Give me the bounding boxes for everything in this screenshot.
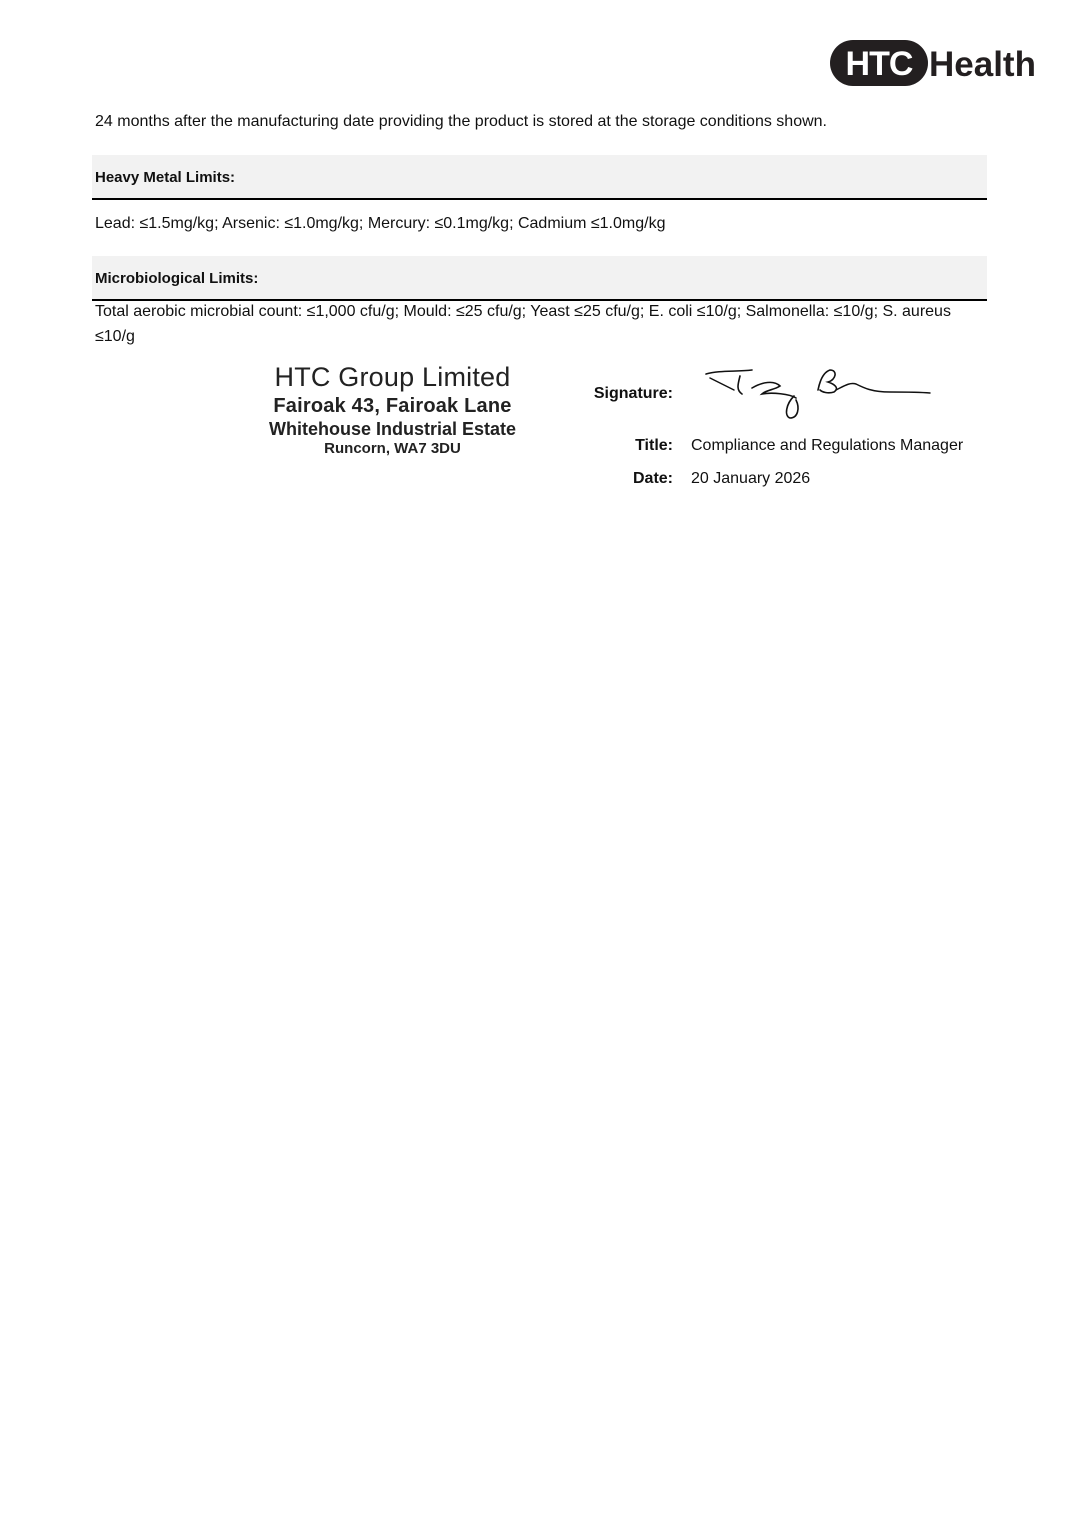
heavy-metal-header <box>92 155 987 200</box>
shelf-life-text: 24 months after the manufacturing date providing the product is stored at the storage conditions shown. <box>95 113 827 130</box>
stamp-address-line: Fairoak 43, Fairoak Lane <box>273 395 512 417</box>
signature-label: Signature: <box>593 385 673 402</box>
svg-text:HTC: HTC <box>845 45 913 83</box>
title-label: Title: <box>635 437 673 454</box>
date-value: 20 January 2026 <box>691 470 811 487</box>
microbiological-limits-text: Total aerobic microbial count: ≤1,000 cfu/g; Mould: ≤25 cfu/g; Yeast ≤25 cfu/g; E. coli ≤10/g; Salmonella: ≤10/g; S. aureus ≤10/g <box>95 303 951 345</box>
heavy-metal-heading: Heavy Metal Limits: <box>95 169 236 186</box>
stamp-estate-line: Whitehouse Industrial Estate <box>268 419 517 439</box>
stamp-town-line: Runcorn, WA7 3DU <box>324 440 461 457</box>
handwritten-signature <box>700 360 935 426</box>
svg-text:Health: Health <box>929 45 1036 84</box>
heavy-metal-limits-text: Lead: ≤1.5mg/kg; Arsenic: ≤1.0mg/kg; Mercury: ≤0.1mg/kg; Cadmium ≤1.0mg/kg <box>95 215 666 232</box>
company-stamp <box>250 360 535 466</box>
htc-health-logo <box>828 38 1050 88</box>
microbiological-header <box>92 256 987 301</box>
stamp-company-name: HTC Group Limited <box>274 362 511 392</box>
microbiological-heading: Microbiological Limits: <box>95 270 259 287</box>
title-value: Compliance and Regulations Manager <box>691 437 964 454</box>
date-label: Date: <box>632 470 673 487</box>
